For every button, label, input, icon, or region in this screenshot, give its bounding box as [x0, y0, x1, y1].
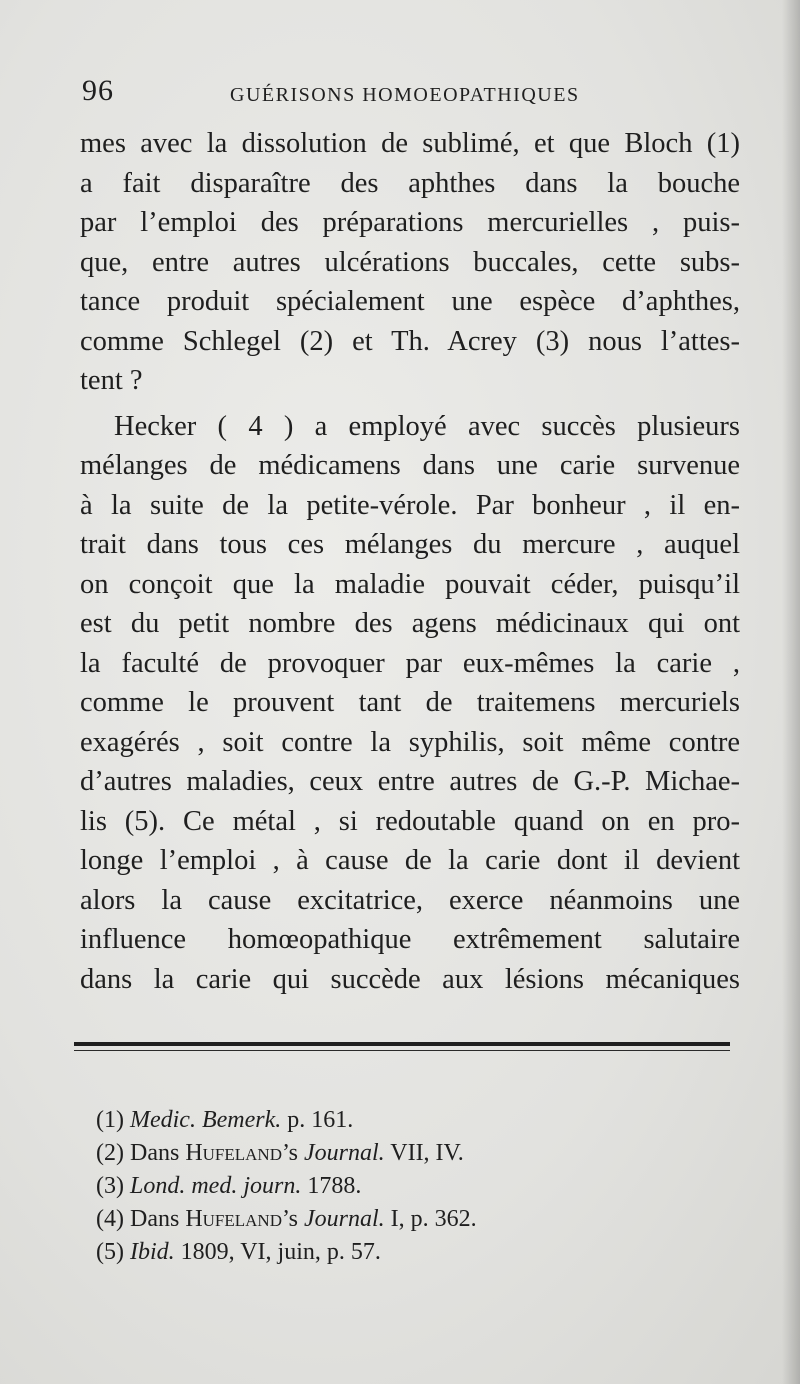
- footnote-text: 1788.: [301, 1173, 362, 1199]
- footnote-text: Hufeland: [185, 1206, 282, 1232]
- text-line: mes avec la dissolution de sublimé, et que Bloch (1): [80, 128, 740, 159]
- footnote-text: Journal.: [304, 1140, 385, 1166]
- footnote-text: ’s: [281, 1206, 304, 1232]
- paragraph-1: [80, 124, 740, 401]
- text-line: comme Schlegel (2) et Th. Acrey (3) nous l’attes-: [80, 325, 740, 357]
- footnote-1: [96, 1104, 716, 1137]
- footnote-text: VII, IV.: [384, 1140, 464, 1166]
- text-line: à la suite de la petite-vérole. Par bonheur , il en-: [80, 489, 740, 521]
- paragraph-2: [80, 407, 740, 1000]
- body-text: [80, 124, 740, 999]
- footnote-divider: [74, 1042, 730, 1046]
- footnotes: [96, 1104, 716, 1269]
- footnote-mark: (5): [96, 1239, 124, 1265]
- footnote-divider-thin: [74, 1050, 730, 1051]
- footnote-text: Dans: [129, 1206, 186, 1232]
- text-line: par l’emploi des préparations mercurielles , puis-: [80, 207, 740, 238]
- footnote-5: [96, 1236, 716, 1269]
- text-line: exagérés , soit contre la syphilis, soit même contre: [80, 726, 740, 758]
- footnote-text: Lond. med. journ.: [129, 1173, 302, 1199]
- text-line: a fait disparaître des aphthes dans la bouche: [80, 167, 740, 199]
- footnote-4: [96, 1203, 716, 1236]
- footnote-text: I, p. 362.: [384, 1206, 477, 1232]
- text-line: alors la cause excitatrice, exerce néanmoins une: [80, 884, 740, 916]
- footnote-text: ’s: [281, 1140, 304, 1166]
- footnote-text: Hufeland: [185, 1140, 282, 1166]
- text-line: tent ?: [80, 365, 143, 396]
- text-line: trait dans tous ces mélanges du mercure , auquel: [80, 529, 740, 560]
- footnote-text: Ibid.: [129, 1239, 175, 1265]
- page-header: [82, 74, 742, 114]
- text-line: influence homœopathique extrêmement salutaire: [80, 924, 740, 955]
- text-line: Hecker ( 4 ) a employé avec succès plusieurs: [114, 410, 740, 442]
- footnote-text: Dans: [129, 1140, 186, 1166]
- footnote-text: p. 161.: [281, 1107, 354, 1133]
- footnote-text: 1809, VI, juin, p. 57.: [174, 1239, 381, 1265]
- text-line: longe l’emploi , à cause de la carie dont il devient: [80, 845, 740, 876]
- text-line: mélanges de médicamens dans une carie survenue: [80, 450, 740, 481]
- footnote-text: Journal.: [304, 1206, 385, 1232]
- footnote-text: Medic. Bemerk.: [129, 1107, 282, 1133]
- text-line: que, entre autres ulcérations buccales, cette subs-: [80, 246, 740, 278]
- page-spine-shadow: [782, 0, 800, 1384]
- page-number: 96: [82, 74, 114, 107]
- text-line: on conçoit que la maladie pouvait céder, puisqu’il: [80, 568, 740, 600]
- footnote-2: [96, 1137, 716, 1170]
- footnote-mark: (3): [96, 1173, 124, 1199]
- footnote-mark: (2): [96, 1140, 124, 1166]
- footnote-mark: (1): [96, 1107, 124, 1133]
- text-line: d’autres maladies, ceux entre autres de G.-P. Michae-: [80, 766, 740, 797]
- text-line: la faculté de provoquer par eux-mêmes la carie ,: [80, 647, 740, 679]
- text-line: dans la carie qui succède aux lésions mécaniques: [80, 963, 740, 995]
- footnote-3: [96, 1170, 716, 1203]
- footnote-mark: (4): [96, 1206, 124, 1232]
- text-line: est du petit nombre des agens médicinaux qui ont: [80, 608, 740, 639]
- text-line: tance produit spécialement une espèce d’aphthes,: [80, 286, 740, 317]
- running-title: GUÉRISONS HOMOEOPATHIQUES: [230, 84, 580, 106]
- text-line: lis (5). Ce métal , si redoutable quand on en pro-: [80, 805, 740, 837]
- text-line: comme le prouvent tant de traitemens mercuriels: [80, 687, 740, 718]
